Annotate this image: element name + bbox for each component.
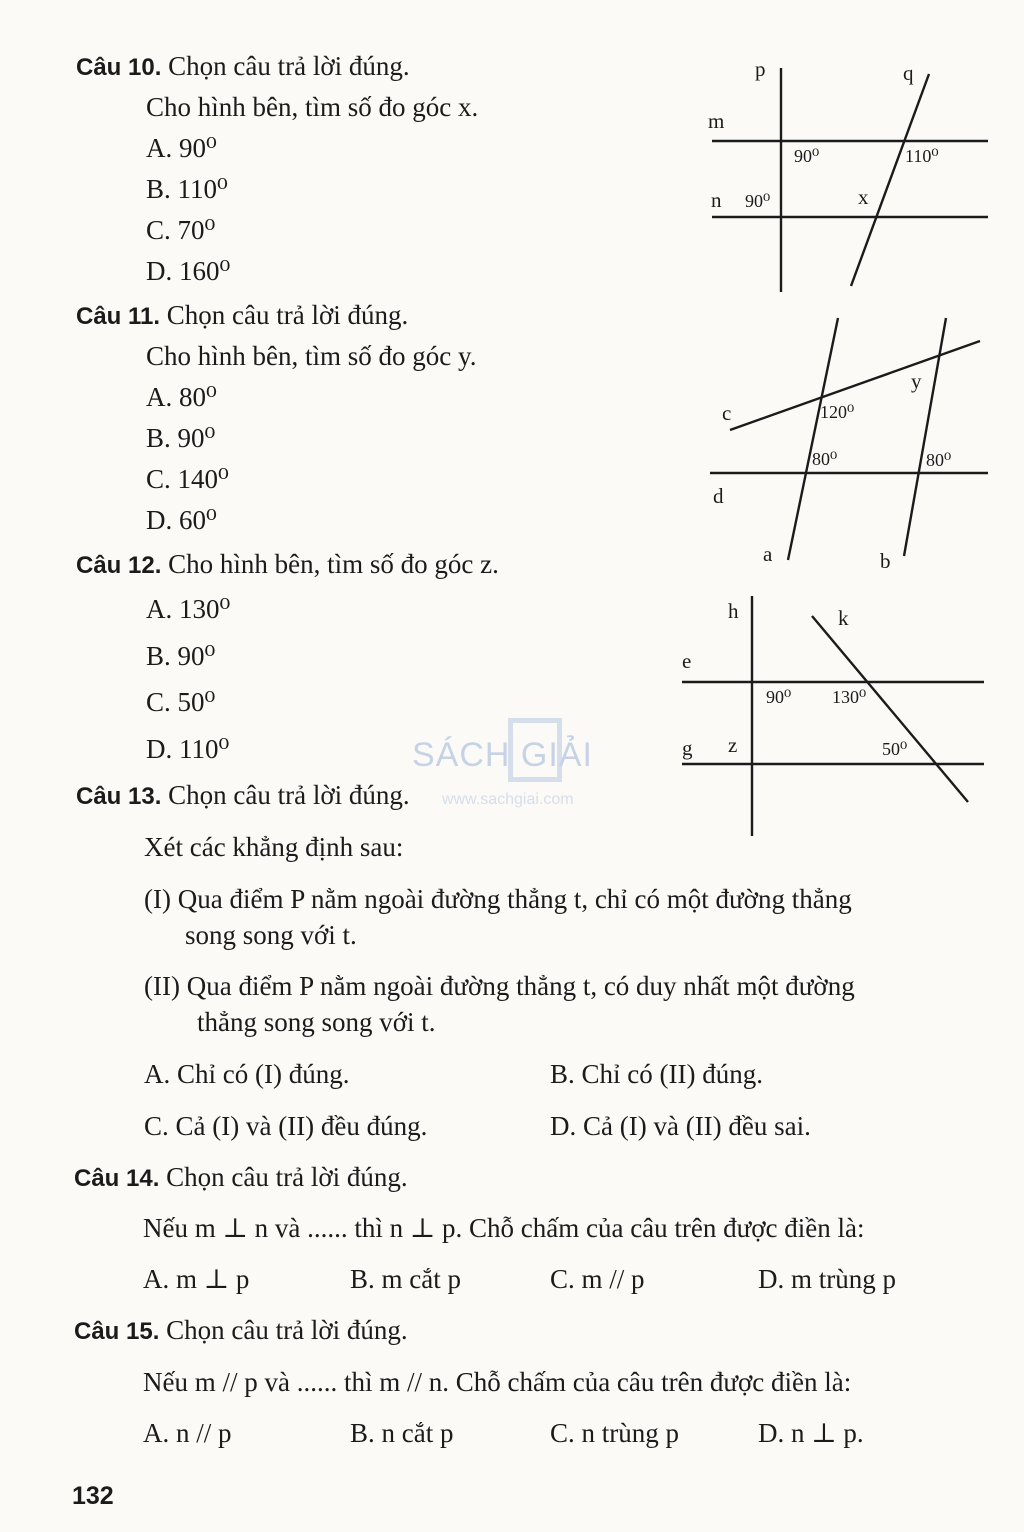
label-q: q <box>903 61 914 85</box>
q11-option-a[interactable]: A. 80⁰ <box>146 382 217 412</box>
q13-option-b[interactable]: B. Chỉ có (II) đúng. <box>550 1059 763 1089</box>
q14-option-d[interactable]: D. m trùng p <box>758 1264 896 1294</box>
label-d: d <box>713 484 724 508</box>
angle-50: 50⁰ <box>882 739 908 759</box>
q13-statement-1: (I) Qua điểm P nằm ngoài đường thẳng t, chỉ có một đường thẳng <box>144 884 852 914</box>
label-b: b <box>880 549 891 573</box>
label-g: g <box>682 736 693 760</box>
q12-option-b[interactable]: B. 90⁰ <box>146 641 216 671</box>
q13-label: Câu 13. <box>76 783 162 810</box>
watermark-url: www.sachgiai.com <box>442 791 574 808</box>
q10-title <box>76 50 410 84</box>
angle-90-top: 90⁰ <box>794 146 820 166</box>
line-k <box>812 616 968 802</box>
q12-option-d[interactable]: D. 110⁰ <box>146 734 230 764</box>
q15-prompt: Chọn câu trả lời đúng. <box>159 1315 408 1345</box>
q15-option-b[interactable]: B. n cắt p <box>350 1418 454 1448</box>
angle-90-bottom: 90⁰ <box>745 191 771 211</box>
angle-80-right: 80⁰ <box>926 450 952 470</box>
q14-label: Câu 14. <box>74 1165 160 1192</box>
angle-80-left: 80⁰ <box>812 449 838 469</box>
q10-label: Câu 10. <box>76 54 162 81</box>
angle-y: y <box>911 369 922 393</box>
q12-label: Câu 12. <box>76 552 162 579</box>
q13-statement-1-cont: song song với t. <box>185 920 357 950</box>
angle-130: 130⁰ <box>832 687 867 707</box>
q12-title <box>76 548 499 582</box>
q15-title <box>74 1314 408 1348</box>
q14-title <box>74 1161 408 1195</box>
q10-option-b[interactable]: B. 110⁰ <box>146 174 228 204</box>
q15-option-d[interactable]: D. n ⊥ p. <box>758 1418 864 1448</box>
q15-option-c[interactable]: C. n trùng p <box>550 1418 680 1448</box>
q10-prompt: Chọn câu trả lời đúng. <box>161 51 410 81</box>
q13-stem: Xét các khẳng định sau: <box>144 832 404 862</box>
q13-title <box>76 779 410 813</box>
q14-option-a[interactable]: A. m ⊥ p <box>143 1264 250 1294</box>
q15-option-a[interactable]: A. n // p <box>143 1418 232 1448</box>
label-c: c <box>722 401 732 425</box>
q12-option-a[interactable]: A. 130⁰ <box>146 594 231 624</box>
q11-option-c[interactable]: C. 140⁰ <box>146 464 229 494</box>
q11-title <box>76 299 408 333</box>
q13-option-a[interactable]: A. Chỉ có (I) đúng. <box>144 1059 350 1089</box>
q13-statement-2: (II) Qua điểm P nằm ngoài đường thẳng t, có duy nhất một đường <box>144 971 855 1001</box>
label-p: p <box>755 57 766 81</box>
label-e: e <box>682 649 692 673</box>
q10-stem: Cho hình bên, tìm số đo góc x. <box>146 92 479 122</box>
watermark <box>412 718 612 808</box>
line-q <box>851 74 929 286</box>
label-m: m <box>708 109 725 133</box>
q15-label: Câu 15. <box>74 1318 160 1345</box>
angle-120: 120⁰ <box>820 402 855 422</box>
q10-figure <box>700 52 1000 302</box>
q10-option-c[interactable]: C. 70⁰ <box>146 215 216 245</box>
q10-option-a[interactable]: A. 90⁰ <box>146 133 217 163</box>
q11-option-b[interactable]: B. 90⁰ <box>146 423 216 453</box>
angle-110: 110⁰ <box>905 146 939 166</box>
q14-option-b[interactable]: B. m cắt p <box>350 1264 461 1294</box>
line-b <box>904 318 946 556</box>
angle-90: 90⁰ <box>766 687 792 707</box>
q14-stem: Nếu m ⊥ n và ...... thì n ⊥ p. Chỗ chấm của câu trên được điền là: <box>143 1213 865 1243</box>
q14-prompt: Chọn câu trả lời đúng. <box>159 1162 408 1192</box>
q12-prompt: Cho hình bên, tìm số đo góc z. <box>161 549 499 579</box>
q11-figure <box>700 310 1000 580</box>
line-c <box>730 341 980 430</box>
q10-option-d[interactable]: D. 160⁰ <box>146 256 231 286</box>
angle-x: x <box>858 185 869 209</box>
q11-option-d[interactable]: D. 60⁰ <box>146 505 217 535</box>
q12-option-c[interactable]: C. 50⁰ <box>146 687 216 717</box>
q11-prompt: Chọn câu trả lời đúng. <box>160 300 409 330</box>
label-a: a <box>763 542 773 566</box>
q13-option-d[interactable]: D. Cả (I) và (II) đều sai. <box>550 1111 811 1141</box>
q11-label: Câu 11. <box>76 303 161 330</box>
page-number: 132 <box>72 1482 114 1510</box>
q12-figure <box>670 590 1000 840</box>
q14-option-c[interactable]: C. m // p <box>550 1264 645 1294</box>
q13-prompt: Chọn câu trả lời đúng. <box>161 780 410 810</box>
q13-statement-2-cont: thẳng song song với t. <box>197 1007 436 1037</box>
watermark-brand: SÁCH GIẢI <box>412 736 593 774</box>
q13-option-c[interactable]: C. Cả (I) và (II) đều đúng. <box>144 1111 428 1141</box>
label-h: h <box>728 599 739 623</box>
label-k: k <box>838 606 849 630</box>
q11-stem: Cho hình bên, tìm số đo góc y. <box>146 341 477 371</box>
q15-stem: Nếu m // p và ...... thì m // n. Chỗ chấm của câu trên được điền là: <box>143 1367 852 1397</box>
label-n: n <box>711 188 722 212</box>
angle-z: z <box>728 733 738 757</box>
line-a <box>788 318 838 560</box>
